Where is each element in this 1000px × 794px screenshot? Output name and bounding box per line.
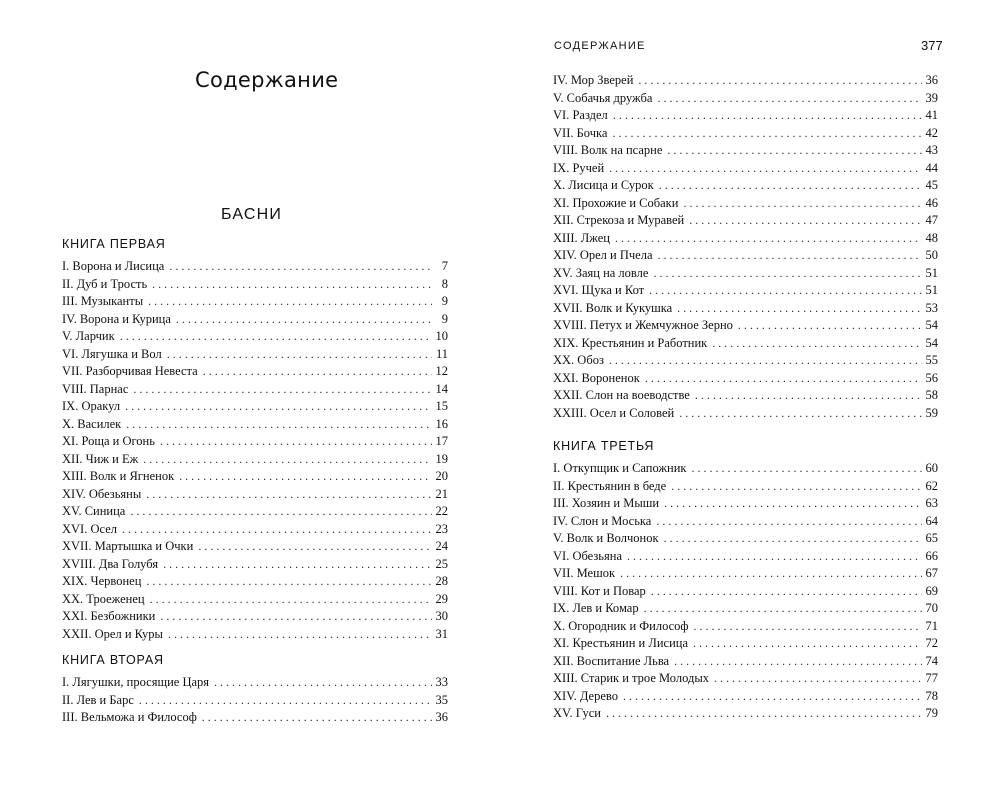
- toc-list: [553, 72, 938, 422]
- entry-page-number: 66: [925, 548, 938, 563]
- entry-title: VIII. Волк на псарне: [553, 143, 663, 157]
- entry-title: VII. Бочка: [553, 125, 608, 140]
- dot-leader: [160, 608, 431, 626]
- book-heading: КНИГА ТРЕТЬЯ: [553, 439, 655, 453]
- toc-entry: [553, 565, 938, 583]
- entry-title: III. Хозяин и Мыши: [553, 496, 660, 510]
- toc-entry: [62, 692, 448, 710]
- toc-entry: [62, 311, 448, 329]
- toc-entry: [62, 433, 448, 451]
- toc-entry: [553, 653, 938, 671]
- entry-page-number: 36: [435, 710, 448, 724]
- toc-entry: [62, 468, 448, 486]
- dot-leader: [656, 513, 921, 531]
- dot-leader: [139, 692, 432, 710]
- entry-title: II. Дуб и Трость: [62, 276, 148, 291]
- entry-title: IV. Ворона и Курица: [62, 311, 171, 326]
- entry-page-number: 50: [925, 248, 938, 262]
- toc-entry: [553, 195, 938, 213]
- dot-leader: [658, 247, 922, 265]
- dot-leader: [649, 282, 921, 300]
- dot-leader: [615, 230, 922, 248]
- entry-page-number: 46: [925, 195, 938, 210]
- dot-leader: [695, 387, 922, 405]
- dot-leader: [645, 370, 922, 388]
- entry-title: V. Ларчик: [62, 329, 115, 343]
- entry-page-number: 78: [925, 688, 938, 703]
- toc-entry: [62, 276, 448, 294]
- dot-leader: [738, 317, 922, 335]
- toc-entry: [62, 573, 448, 591]
- entry-title: XV. Гуси: [553, 706, 601, 720]
- entry-title: I. Лягушки, просящие Царя: [62, 675, 210, 689]
- toc-entry: [553, 705, 938, 723]
- entry-page-number: 19: [435, 451, 448, 466]
- toc-entry: [62, 398, 448, 416]
- toc-entry: [62, 328, 448, 346]
- dot-leader: [693, 635, 922, 653]
- toc-entry: [553, 387, 938, 405]
- entry-page-number: 55: [925, 353, 938, 367]
- book-first: [62, 234, 448, 643]
- entry-page-number: 11: [435, 346, 448, 361]
- toc-entry: [553, 72, 938, 90]
- book-second: [62, 650, 448, 727]
- toc-entry: [62, 416, 448, 434]
- entry-page-number: 51: [925, 283, 938, 297]
- toc-entry: [553, 352, 938, 370]
- entry-page-number: 30: [435, 609, 448, 623]
- entry-page-number: 14: [435, 381, 448, 396]
- entry-title: XVI. Щука и Кот: [553, 283, 645, 297]
- toc-entry: [553, 160, 938, 178]
- entry-title: X. Василек: [62, 416, 122, 431]
- entry-page-number: 74: [925, 653, 938, 668]
- entry-title: XIV. Орел и Пчела: [553, 248, 653, 262]
- entry-title: IX. Оракул: [62, 399, 121, 413]
- dot-leader: [627, 548, 922, 566]
- toc-entry: [553, 90, 938, 108]
- entry-title: VII. Разборчивая Невеста: [62, 364, 198, 378]
- entry-title: X. Лисица и Сурок: [553, 178, 654, 192]
- entry-title: IV. Мор Зверей: [553, 73, 634, 87]
- dot-leader: [638, 72, 921, 90]
- toc-entry: [553, 282, 938, 300]
- toc-entry: [62, 521, 448, 539]
- entry-title: XXIII. Осел и Соловей: [553, 405, 675, 420]
- entry-page-number: 47: [925, 213, 938, 227]
- right-page: [500, 0, 1000, 794]
- entry-page-number: 45: [925, 178, 938, 192]
- dot-leader: [133, 381, 431, 399]
- entry-page-number: 9: [441, 311, 448, 326]
- entry-page-number: 67: [925, 566, 938, 580]
- entry-title: XX. Троеженец: [62, 591, 145, 606]
- dot-leader: [167, 346, 432, 364]
- entry-title: VII. Мешок: [553, 566, 616, 580]
- entry-page-number: 36: [925, 73, 938, 87]
- entry-title: XIX. Червонец: [62, 574, 142, 588]
- dot-leader: [671, 478, 921, 496]
- entry-title: VI. Обезьяна: [553, 548, 622, 563]
- entry-title: XVI. Осел: [62, 521, 117, 536]
- dot-leader: [609, 352, 922, 370]
- entry-page-number: 25: [435, 556, 448, 571]
- dot-leader: [667, 142, 921, 160]
- entry-title: I. Ворона и Лисица: [62, 259, 165, 273]
- entry-title: IX. Ручей: [553, 160, 605, 175]
- toc-entry: [553, 177, 938, 195]
- entry-title: XI. Прохожие и Собаки: [553, 195, 679, 210]
- dot-leader: [203, 363, 432, 381]
- entry-title: XV. Заяц на ловле: [553, 265, 649, 280]
- dot-leader: [150, 591, 432, 609]
- toc-title: Содержание: [195, 68, 339, 92]
- entry-title: IV. Слон и Моська: [553, 513, 652, 528]
- dot-leader: [657, 90, 921, 108]
- entry-title: XI. Роща и Огонь: [62, 434, 155, 448]
- dot-leader: [644, 600, 922, 618]
- entry-title: XXI. Вороненок: [553, 370, 640, 385]
- toc-entry: [62, 709, 448, 727]
- entry-page-number: 41: [925, 108, 938, 122]
- entry-page-number: 42: [925, 125, 938, 140]
- dot-leader: [146, 486, 431, 504]
- dot-leader: [620, 565, 921, 583]
- dot-leader: [664, 495, 921, 513]
- entry-title: IX. Лев и Комар: [553, 601, 639, 615]
- entry-page-number: 70: [925, 601, 938, 615]
- toc-entry: [62, 363, 448, 381]
- dot-leader: [651, 583, 922, 601]
- toc-entry: [553, 688, 938, 706]
- book-second-continued: [553, 72, 938, 422]
- entry-page-number: 79: [925, 706, 938, 720]
- entry-title: XII. Воспитание Льва: [553, 653, 670, 668]
- dot-leader: [623, 688, 922, 706]
- entry-title: II. Крестьянин в беде: [553, 478, 667, 493]
- entry-page-number: 64: [925, 513, 938, 528]
- toc-entry: [553, 230, 938, 248]
- toc-entry: [62, 503, 448, 521]
- dot-leader: [674, 653, 921, 671]
- entry-page-number: 58: [925, 388, 938, 402]
- dot-leader: [202, 709, 432, 727]
- toc-entry: [62, 258, 448, 276]
- toc-entry: [553, 300, 938, 318]
- toc-entry: [553, 548, 938, 566]
- dot-leader: [125, 398, 431, 416]
- entry-title: III. Вельможа и Философ: [62, 710, 197, 724]
- toc-entry: [62, 608, 448, 626]
- dot-leader: [120, 328, 432, 346]
- entry-page-number: 20: [435, 469, 448, 483]
- toc-entry: [553, 600, 938, 618]
- entry-page-number: 69: [925, 583, 938, 598]
- dot-leader: [214, 674, 431, 692]
- entry-title: XVII. Волк и Кукушка: [553, 300, 673, 315]
- entry-page-number: 8: [441, 276, 448, 291]
- entry-title: XVIII. Два Голубя: [62, 556, 159, 571]
- dot-leader: [683, 195, 921, 213]
- entry-title: XIII. Волк и Ягненок: [62, 469, 175, 483]
- entry-title: XVII. Мартышка и Очки: [62, 539, 194, 553]
- toc-entry: [553, 530, 938, 548]
- entry-page-number: 9: [441, 294, 448, 308]
- toc-entry: [553, 495, 938, 513]
- toc-entry: [553, 335, 938, 353]
- toc-entry: [553, 370, 938, 388]
- entry-title: XIII. Старик и трое Молодых: [553, 671, 710, 685]
- toc-entry: [62, 486, 448, 504]
- entry-title: VI. Раздел: [553, 108, 608, 122]
- dot-leader: [612, 125, 921, 143]
- dot-leader: [160, 433, 432, 451]
- entry-page-number: 22: [435, 504, 448, 518]
- entry-title: XV. Синица: [62, 504, 126, 518]
- entry-page-number: 7: [441, 259, 448, 273]
- entry-page-number: 16: [435, 416, 448, 431]
- page-number: 377: [921, 38, 943, 53]
- dot-leader: [694, 618, 922, 636]
- entry-page-number: 43: [925, 143, 938, 157]
- book-heading: КНИГА ВТОРАЯ: [62, 653, 164, 667]
- entry-page-number: 29: [435, 591, 448, 606]
- dot-leader: [122, 521, 432, 539]
- dot-leader: [606, 705, 922, 723]
- dot-leader: [169, 258, 432, 276]
- toc-entry: [553, 142, 938, 160]
- toc-list: [62, 674, 448, 727]
- entry-title: XXII. Слон на воеводстве: [553, 388, 690, 402]
- section-title: БАСНИ: [221, 206, 283, 223]
- entry-page-number: 23: [435, 521, 448, 536]
- dot-leader: [712, 335, 921, 353]
- entry-page-number: 21: [435, 486, 448, 501]
- toc-entry: [62, 674, 448, 692]
- dot-leader: [152, 276, 432, 294]
- dot-leader: [168, 626, 432, 644]
- entry-title: VI. Лягушка и Вол: [62, 346, 162, 361]
- entry-title: XI. Крестьянин и Лисица: [553, 636, 688, 650]
- entry-page-number: 39: [925, 90, 938, 105]
- entry-title: VIII. Парнас: [62, 381, 129, 396]
- dot-leader: [689, 212, 921, 230]
- entry-title: VIII. Кот и Повар: [553, 583, 646, 598]
- entry-title: XVIII. Петух и Жемчужное Зерно: [553, 318, 733, 332]
- dot-leader: [179, 468, 431, 486]
- entry-page-number: 33: [435, 675, 448, 689]
- entry-page-number: 17: [435, 434, 448, 448]
- entry-page-number: 48: [925, 230, 938, 245]
- toc-entry: [62, 538, 448, 556]
- toc-entry: [553, 460, 938, 478]
- dot-leader: [659, 177, 922, 195]
- toc-entry: [553, 635, 938, 653]
- toc-entry: [553, 107, 938, 125]
- toc-entry: [62, 556, 448, 574]
- entry-page-number: 59: [925, 405, 938, 420]
- toc-list: [553, 460, 938, 723]
- entry-title: II. Лев и Барс: [62, 692, 134, 707]
- dot-leader: [664, 530, 922, 548]
- toc-entry: [553, 618, 938, 636]
- dot-leader: [146, 573, 431, 591]
- toc-entry: [62, 293, 448, 311]
- entry-page-number: 56: [925, 370, 938, 385]
- entry-page-number: 63: [925, 496, 938, 510]
- entry-page-number: 15: [435, 399, 448, 413]
- entry-page-number: 65: [925, 531, 938, 545]
- toc-entry: [553, 670, 938, 688]
- entry-page-number: 54: [925, 335, 938, 350]
- toc-entry: [62, 381, 448, 399]
- entry-title: XX. Обоз: [553, 353, 604, 367]
- dot-leader: [609, 160, 921, 178]
- toc-entry: [62, 451, 448, 469]
- toc-entry: [62, 626, 448, 644]
- entry-page-number: 35: [435, 692, 448, 707]
- toc-entry: [553, 478, 938, 496]
- toc-entry: [553, 513, 938, 531]
- entry-page-number: 51: [925, 265, 938, 280]
- toc-entry: [553, 212, 938, 230]
- dot-leader: [613, 107, 922, 125]
- entry-page-number: 54: [925, 318, 938, 332]
- dot-leader: [143, 451, 431, 469]
- entry-title: V. Волк и Волчонок: [553, 531, 659, 545]
- entry-title: XXII. Орел и Куры: [62, 626, 163, 641]
- toc-entry: [553, 405, 938, 423]
- entry-page-number: 31: [435, 626, 448, 641]
- entry-page-number: 71: [925, 618, 938, 633]
- entry-page-number: 60: [925, 461, 938, 475]
- toc-entry: [553, 317, 938, 335]
- dot-leader: [679, 405, 921, 423]
- toc-entry: [62, 346, 448, 364]
- entry-page-number: 72: [925, 636, 938, 650]
- entry-title: XIX. Крестьянин и Работник: [553, 335, 708, 350]
- entry-page-number: 28: [435, 574, 448, 588]
- entry-title: III. Музыканты: [62, 294, 144, 308]
- dot-leader: [163, 556, 431, 574]
- dot-leader: [714, 670, 921, 688]
- dot-leader: [148, 293, 432, 311]
- entry-title: V. Собачья дружба: [553, 90, 653, 105]
- entry-page-number: 77: [925, 671, 938, 685]
- entry-title: XIV. Обезьяны: [62, 486, 142, 501]
- toc-entry: [553, 247, 938, 265]
- toc-entry: [553, 125, 938, 143]
- entry-page-number: 10: [435, 329, 448, 343]
- entry-page-number: 44: [925, 160, 938, 175]
- dot-leader: [198, 538, 431, 556]
- running-head: СОДЕРЖАНИЕ: [554, 40, 646, 52]
- dot-leader: [677, 300, 921, 318]
- dot-leader: [692, 460, 922, 478]
- entry-title: XIII. Лжец: [553, 230, 610, 245]
- entry-title: XII. Чиж и Еж: [62, 451, 139, 466]
- entry-page-number: 12: [435, 364, 448, 378]
- dot-leader: [126, 416, 431, 434]
- book-heading: КНИГА ПЕРВАЯ: [62, 237, 166, 251]
- toc-entry: [553, 265, 938, 283]
- book-third: [553, 436, 938, 723]
- entry-title: X. Огородник и Философ: [553, 618, 689, 633]
- dot-leader: [130, 503, 431, 521]
- toc-entry: [553, 583, 938, 601]
- entry-title: XXI. Безбожники: [62, 609, 156, 623]
- entry-page-number: 53: [925, 300, 938, 315]
- toc-entry: [62, 591, 448, 609]
- toc-list: [62, 258, 448, 643]
- entry-title: XIV. Дерево: [553, 688, 618, 703]
- entry-title: I. Откупщик и Сапожник: [553, 461, 687, 475]
- dot-leader: [653, 265, 921, 283]
- entry-page-number: 62: [925, 478, 938, 493]
- dot-leader: [176, 311, 432, 329]
- entry-page-number: 24: [435, 539, 448, 553]
- entry-title: XII. Стрекоза и Муравей: [553, 213, 685, 227]
